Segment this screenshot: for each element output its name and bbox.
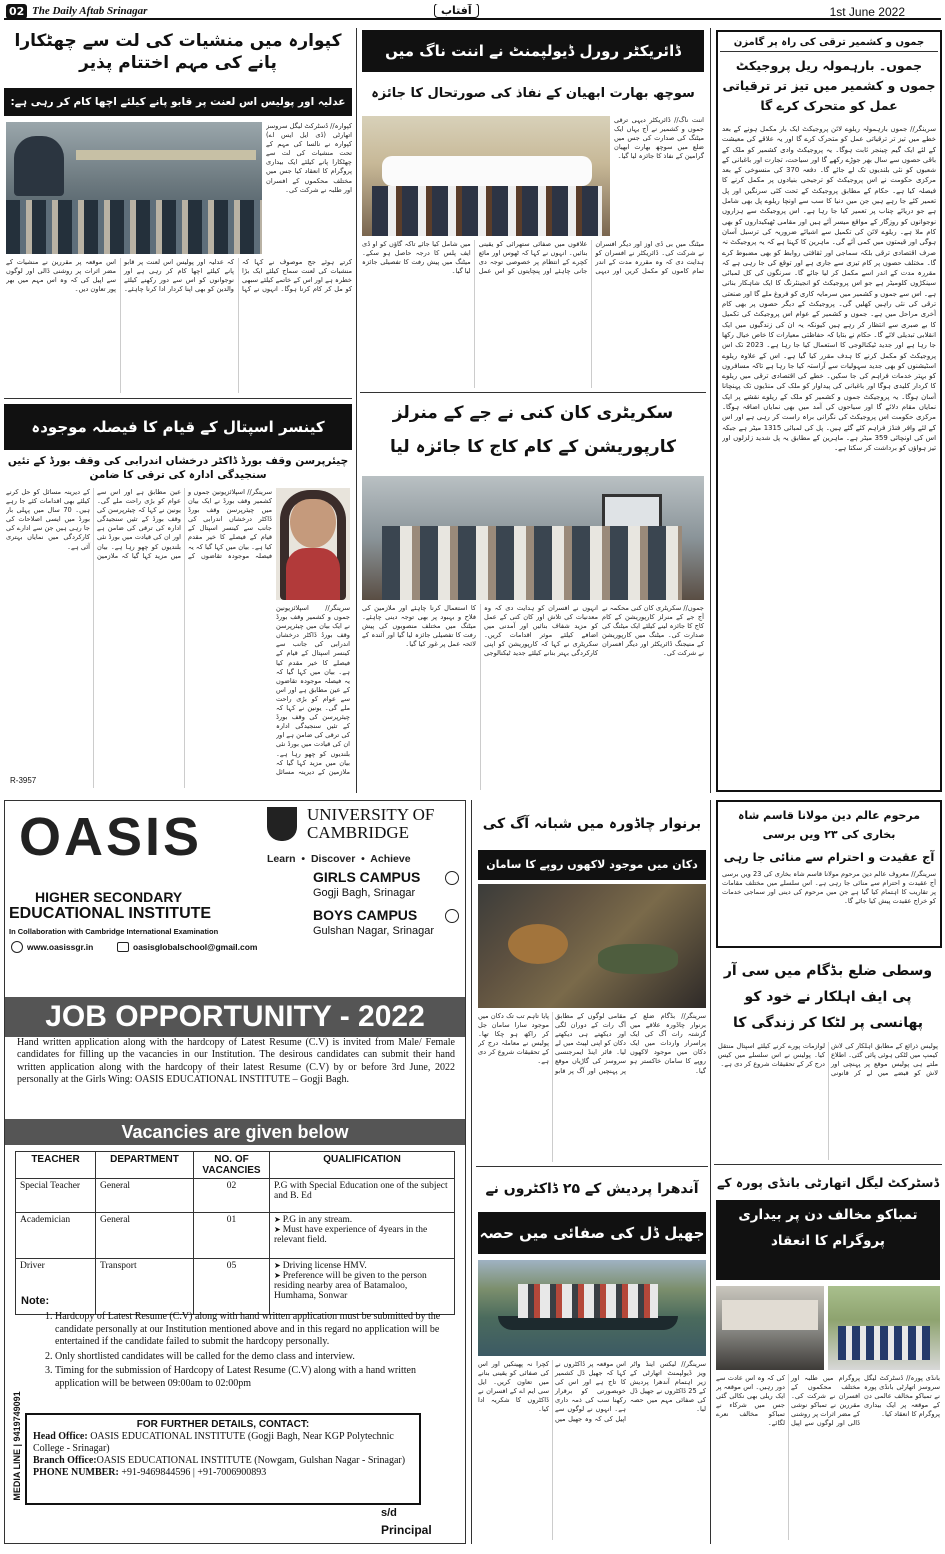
job-banner: JOB OPPORTUNITY - 2022	[5, 997, 465, 1037]
table-row: Academician General 01 ➤ P.G in any stream. ➤ Must have experience of 4years in the relevant field.	[16, 1213, 455, 1259]
job-intro: Hand written application along with the hardcopy of Latest Resume (C.V) is invited from Male/ Female candidates for filling up the vacancies in our Institution. The desirous candidates can submit their hand written application along with the hardcopy of their latest Resume (C.V) by or before 3rd June, 2022 personally at the Girls Wing: OASIS EDUCATIONAL INSTITUTE – Gogji Bagh.	[17, 1037, 455, 1086]
table-row: Special Teacher General 02 P.G with Special Education one of the subject and B. Ed	[16, 1179, 455, 1213]
oasis-email: oasisglobalschool@gmail.com	[133, 942, 258, 952]
anniversary-subheadline: آج عقیدت و احترام سے منائی جا رہی	[723, 850, 935, 864]
cambridge-name: CAMBRIDGE	[307, 823, 410, 842]
waqf-body-extra: سرینگر// اسپلائزیونین جموں و کشمیر وقف بورڈ نے ایک بیان میں چیئرپرسن وقف بورڈ ڈاکٹر درخشاں اندرابی کی جانب سے کینسر اسپتال کے قیام کے فیصلے کا خیر مقدم کیا ہے۔ بیان میں کہا گیا کہ یہ فیصلہ موجودہ تقاضوں کے عین مطابق ہے اور اس سے عوام کو بڑی راحت ملے گی۔ یونین نے کہا کہ چیئرپرسن کی وقف بورڈ کے تئیں سنجیدگی ادارہ کی ترقی کی ضامن ہے اور ان کی قیادت میں بورڈ نئی بلندیوں کو چھو رہا ہے۔ بیان میں مزید کہا گیا کہ ملازمین کے دیرینہ مسائل	[276, 604, 350, 776]
anniversary-headline: مرحوم عالم دین مولانا قاسم شاہ بخاری کی ۲۳ ویں برسی	[737, 809, 921, 841]
page-number: 02	[6, 4, 27, 19]
fire-body: مقامی لوگوں کے مطابق آگ رات کے دوران لگی اور دیکھتے ہی دیکھتے دکان کو اپنی لپیٹ میں لے لیا۔ فائر اینڈ ایمرجنسی سروسز کی گاڑیاں موقع پر پہنچیں اور آگ پر قابو پایا تاہم تب تک دکان میں موجود سارا سامان جل کر راکھ ہو چکا تھا۔ پولیس نے معاملہ درج کر کے تحقیقات شروع کر دی ہے۔	[478, 1012, 626, 1075]
paper-name: The Daily Aftab Srinagar	[32, 5, 148, 17]
kupwara-headline: کپوارہ میں منشیات کی لت سے چھٹکارا پانے کی مہم اختتام پذیر	[14, 31, 342, 73]
bandipora-body: پروگرام میں طلبہ اور مختلف محکموں کے افسران نے شرکت کی۔ مقررین نے تمباکو نوشی کے مضر اثرات پر روشنی ڈالی اور لوگوں سے اپیل کی کہ وہ اس عادت سے دور رہیں۔ اس موقعہ پر ایک ریلی بھی نکالی گئی جس میں شرکاء نے تمباکو مخالف نعرے لگائے۔	[716, 1374, 860, 1428]
contact-box: FOR FURTHER DETAILS, CONTACT: Head Office: OASIS EDUCATIONAL INSTITUTE (Gogji Bagh, Near KGP Polytechnic College - Srinagar) Branch Office:OASIS EDUCATIONAL INSTITUTE (Nowgam, Gulshan Nagar - Srinagar) PHONE NUMBER: +91-9469844596 | +91-7006900893	[25, 1413, 421, 1505]
fire-body-a: سرینگر// بڈگام ضلع کے برنوار چاڈورہ علاقے میں گزشتہ رات آگ کی ایک پراسرار واردات میں ایک دکان میں موجود لاکھوں روپے کا سامان خاکستر ہو گیا۔	[630, 1012, 706, 1075]
anantnag-photo	[362, 116, 610, 236]
cambridge-univ: UNIVERSITY OF	[307, 805, 435, 824]
girls-location: Gogji Bagh, Srinagar	[313, 887, 416, 899]
sd-label: s/d	[381, 1507, 397, 1519]
mining-body: انہوں نے افسران کو ہدایت دی کہ وہ معدنیات کی تلاش اور کان کنی کے عمل کو مزید شفاف بنائیں اور آمدنی میں اضافے کیلئے موثر اقدامات کریں۔ سکریٹری نے کہا کہ کارپوریشن کو اپنی کارکردگی بہتر بنانے کیلئے جدید ٹیکنالوجی کا استعمال کرنا چاہئے اور ملازمین کی فلاح و بہبود پر بھی توجہ دینی چاہئے۔ میٹنگ میں مختلف منصوبوں کی پیش رفت کا تفصیلی جائزہ لیا گیا اور آئندہ کے لائحہ عمل پر غور کیا گیا۔	[362, 604, 598, 658]
bandipora-headline: ڈسٹرکٹ لیگل اتھارٹی بانڈی پورہ کے	[716, 1175, 940, 1190]
fire-subheadline: دکان میں موجود لاکھوں روپے کا سامان	[478, 850, 706, 880]
principal-label: Principal	[381, 1523, 432, 1537]
ad-ref: R-3957	[10, 776, 37, 785]
note-label: Note:	[21, 1295, 50, 1307]
rail-body: سرینگر// جموں بارہمولہ ریلوے لائن پروجیکٹ ایک بار مکمل ہونے کے بعد خطے میں تیز تر ترقیاتی عمل کو متحرک کرے گا اور یہ علاقے کی معیشت کے لئے ایک گیم چینجر ثابت ہوگا۔ یہ پروجیکٹ وادی کشمیر کو ملک کے باقی حصوں سے سال بھر جوڑے رکھے گا اور سیاحت، تجارت اور باغبانی کے شعبوں کو نئی بلندیوں تک لے جائے گا۔ دفعہ 370 کی منسوخی کے بعد مرکزی حکومت نے اس پروجیکٹ کو ترجیحی بنیادوں پر مکمل کرنے کا فیصلہ کیا ہے۔ حکام کے مطابق پروجیکٹ کے تحت کئی سرنگیں اور پل تعمیر کئے جا رہے ہیں جن میں دنیا کا سب سے اونچا ریلوے پل بھی شامل ہے جو دریائے چناب پر تعمیر کیا جا رہا ہے۔ اس پروجیکٹ سے ہزاروں نوجوانوں کو روزگار کے مواقع میسر آئے ہیں اور مقامی ٹھیکیداروں کو بھی کام ملا ہے۔ ریلوے لائن کی تکمیل سے اشیائے ضروریہ کی ترسیل آسان ہوگی اور قیمتوں میں کمی آئے گی۔ ماہرین کا کہنا ہے کہ یہ پروجیکٹ نہ صرف اقتصادی ترقی بلکہ سماجی اور ثقافتی روابط کو بھی مضبوط کرے گا۔ مختلف حصوں پر کام تیزی سے جاری ہے اور توقع کی جا رہی ہے کہ مقررہ مدت کے اندر اسے مکمل کر لیا جائے گا۔ سرنگوں کی کل لمبائی سینکڑوں کلومیٹر ہے جو اس پروجیکٹ کو انجینئرنگ کا ایک شاہکار بناتی ہے۔ اس سے جموں و کشمیر میں سرمایہ کاری کو فروغ ملے گا اور صنعتی ترقی کی نئی راہیں کھلیں گی۔ پروجیکٹ کے دیگر حصوں پر بھی کام آخری مراحل میں ہے۔ جموں و کشمیر کے عوام اس پروجیکٹ کی تکمیل کا بے صبری سے انتظار کر رہے ہیں کیونکہ یہ ان کی زندگیوں میں ایک انقلابی تبدیلی لائے گا۔ حکام نے بتایا کہ حفاظتی معیارات کا خاص خیال رکھا جا رہا ہے اور جدید ٹیکنالوجی کا استعمال کیا جا رہا ہے۔ 2023 تک اس پروجیکٹ کو مکمل کرنے کا ہدف مقرر کیا گیا ہے۔ اس کے علاوہ ریلوے اسٹیشنوں کو بھی جدید سہولیات سے آراستہ کیا جا رہا ہے تاکہ مسافروں کو بہتر خدمات فراہم کی جا سکیں۔ خطے کی اقتصادی ترقی میں ریلوے کا کردار کلیدی ہوگا اور باغبانی کی پیداوار کو ملک کی منڈیوں تک پہنچانا آسان ہوگا۔ یہ پروجیکٹ جموں و کشمیر کو ملک کے ریلوے نقشے پر ایک نمایاں مقام دلائے گا اور سیاحوں کی آمد میں بھی نمایاں اضافہ ہوگا۔ مرکزی حکومت اس پروجیکٹ کی نگرانی براہ راست کر رہی ہے اور اس کے لئے وافر فنڈز فراہم کئے گئے ہیں۔ پل کی لمبائی 1315 میٹر ہے جبکہ اس کی اونچائی 359 میٹر ہے۔ ماہرین کے مطابق یہ پل شدید زلزلوں اور تیز ہواؤں کو برداشت کر سکتا ہے۔	[722, 125, 936, 453]
vacancies-table	[15, 1151, 455, 1315]
bandipora-photo-1	[716, 1286, 824, 1370]
girls-icon	[445, 871, 459, 885]
oasis-inst-2: EDUCATIONAL INSTITUTE	[9, 905, 212, 922]
doctors-subheadline: جھیل ڈل کی صفائی میں حصہ	[478, 1212, 706, 1254]
col-teacher: TEACHER	[16, 1152, 96, 1179]
masthead-bar	[4, 4, 941, 20]
mining-photo	[362, 476, 704, 600]
boys-campus: BOYS CAMPUS	[313, 907, 418, 923]
rail-kicker: جموں و کشمیر ترقی کی راہ پر گامزن	[720, 34, 938, 52]
bandipora-body-a: بانڈی پورہ// ڈسٹرکٹ لیگل سروسز اتھارٹی بانڈی پورہ نے تمباکو مخالف عالمی دن کے موقعہ پر ایک بیداری پروگرام کا انعقاد کیا۔	[864, 1374, 940, 1419]
doctors-headline: آندھرا پردیش کے ۲۵ ڈاکٹروں نے	[485, 1181, 699, 1197]
boys-icon	[445, 909, 459, 923]
dal-lake-photo	[478, 1260, 706, 1356]
oasis-ad	[4, 800, 466, 1544]
chairperson-photo	[276, 488, 350, 600]
mining-headline: سکریٹری کان کنی نے جے کے منرلز کارپوریشن کے کام کاج کا جائزہ لیا	[389, 403, 676, 457]
kupwara-subheadline: عدلیہ اور پولیس اس لعنت پر قابو پانے کیلئے اچھا کام کر رہی ہے:	[4, 88, 352, 116]
doctors-body: اس موقعہ پر ڈاکٹروں نے کہا کہ جھیل ڈل کشمیر کا تاج ہے اور اس کی خوبصورتی کو برقرار رکھنا سب کی ذمہ داری ہے۔ انہوں نے لوگوں سے اپیل کی کہ وہ جھیل میں کچرا نہ پھینکیں اور اس کی صفائی کو یقینی بنانے میں تعاون کریں۔ ایل سی ایم اے کے افسران نے ڈاکٹروں کا شکریہ ادا کیا۔	[478, 1360, 626, 1423]
waqf-body: سرینگر// اسپلائزیونین جموں و کشمیر وقف بورڈ نے ایک بیان میں چیئرپرسن وقف بورڈ ڈاکٹر درخشاں اندرابی کی جانب سے کینسر اسپتال کے قیام کے فیصلے کا خیر مقدم کیا ہے۔ بیان میں کہا گیا کہ یہ فیصلہ موجودہ تقاضوں کے عین مطابق ہے اور اس سے عوام کو بڑی راحت ملے گی۔ یونین نے کہا کہ چیئرپرسن کی وقف بورڈ کے تئیں سنجیدگی ادارہ کی ترقی کی ضامن ہے اور ان کی قیادت میں بورڈ نئی بلندیوں کو چھو رہا ہے۔ بیان میں مزید کہا گیا کہ ملازمین کے دیرینہ مسائل کو حل کرنے کیلئے بھی اقدامات کئے جا رہے ہیں۔ 70 سال میں پہلی بار بورڈ میں ایسی اصلاحات کی جا رہی ہیں جن سے ادارے کی کارکردگی میں نمایاں بہتری آئی ہے۔	[6, 488, 272, 560]
bandipora-photo-2	[828, 1286, 940, 1370]
anantnag-body-right: اننت ناگ// ڈائریکٹر دیہی ترقی جموں و کشمیر نے آج یہاں ایک میٹنگ کی صدارت کی جس میں ضلع میں سوچھ بھارت ابھیان گرامین کے نفاذ کا جائزہ لیا گیا۔	[614, 116, 704, 161]
anantnag-headline: ڈائریکٹر رورل ڈیولپمنٹ نے اننت ناگ میں	[362, 30, 704, 72]
issue-date: 1st June 2022	[829, 5, 905, 19]
bandipora-subheadline: تمباکو مخالف دن پر بیداری پروگرام کا انعقاد	[716, 1200, 940, 1280]
vacancies-banner: Vacancies are given below	[5, 1119, 465, 1145]
tagline: Learn • Discover • Achieve	[267, 853, 411, 865]
oasis-collab: In Collaboration with Cambridge International Examination	[9, 927, 219, 936]
mail-icon	[117, 942, 129, 952]
oasis-inst-1: HIGHER SECONDARY	[35, 889, 183, 905]
doctors-body-a: سرینگر// لیکس اینڈ واٹر ویز ڈیولپمنٹ اتھارٹی کے زیر اہتمام آندھرا پردیش کے 25 ڈاکٹروں نے جھیل ڈل کی صفائی مہم میں حصہ لیا۔	[630, 1360, 706, 1414]
crpf-body: پولیس ذرائع کے مطابق اہلکار کی لاش کیمپ میں لٹکی ہوئی پائی گئی۔ اطلاع ملتے ہی پولیس موقع پر پہنچی اور لاش کو قبضے میں لے کر قانونی لوازمات پورے کرنے کیلئے اسپتال منتقل کیا۔ پولیس نے اس سلسلے میں کیس درج کر کے تحقیقات شروع کر دی ہے۔	[718, 1042, 938, 1078]
boys-location: Gulshan Nagar, Srinagar	[313, 925, 435, 937]
col-qualification: QUALIFICATION	[270, 1152, 455, 1179]
cambridge-crest	[267, 807, 297, 841]
web-icon	[11, 941, 23, 953]
media-line: MEDIA LINE | 9419749091	[12, 1391, 22, 1501]
rail-headline: جموں۔ بارہمولہ ریل پروجیکٹ جموں و کشمیر میں تیز تر ترقیاتی عمل کو متحرک کرے گا	[722, 58, 936, 113]
oasis-logo: OASIS	[19, 807, 203, 867]
notes-list: 1. Hardcopy of Latest Resume (C.V) along with hand written application must be submitted by the candidate personally at our Institution mentioned above and in this regard no application will be entertained if the candidate failed to submit the hardcopy personally. 2. Only shortlisted candidates will be called for the demo class and interview. 3. Timing for the submission of Hardcopy of Latest Resume (C.V) along with a hand written application will be between 09:00am to 02:00pm	[41, 1311, 457, 1390]
mining-body-a: جموں// سکریٹری کان کنی محکمہ نے آج جے کے منرلز کارپوریشن کے کام کاج کا جائزہ لینے کیلئے ایک میٹنگ کی صدارت کی۔ میٹنگ میں کارپوریشن کے منیجنگ ڈائریکٹر اور دیگر افسران نے شرکت کی۔	[602, 604, 704, 658]
anantnag-subheadline: سوچھ بھارت ابھیان کے نفاذ کی صورتحال کا جائزہ	[371, 86, 695, 101]
col-vacancies: NO. OF VACANCIES	[194, 1152, 270, 1179]
anniversary-body: سرینگر// معروف عالم دین مرحوم مولانا قاسم شاہ بخاری کی 23 ویں برسی آج عقیدت و احترام سے منائی جا رہی ہے۔ اس سلسلے میں مختلف مقامات پر تقاریب کا اہتمام کیا گیا ہے جن میں مرحوم کی دینی اور سماجی خدمات کو خراج عقیدت پیش کیا جائے گا۔	[722, 870, 936, 906]
contact-title: FOR FURTHER DETAILS, CONTACT:	[136, 1419, 310, 1430]
masthead-logo: آفتاب	[434, 4, 479, 18]
crpf-headline: وسطی ضلع بڈگام میں سی آر پی ایف اہلکار نے خود کو پھانسی پر لٹکا کر زندگی کا	[723, 963, 933, 1031]
waqf-subheadline: چیئرپرسن وقف بورڈ ڈاکٹر درخشاں اندرابی کی وقف بورڈ کے تئیں سنجیدگی ادارہ کی ترقی کا ضامن	[7, 455, 349, 481]
anantnag-body: میٹنگ میں بی ڈی اوز اور دیگر افسران نے شرکت کی۔ ڈائریکٹر نے افسران کو ہدایت دی کہ وہ مقررہ مدت کے اندر تمام کاموں کو مکمل کریں اور دیہی علاقوں میں صفائی ستھرائی کو یقینی بنائیں۔ انہوں نے کہا کہ ٹھوس اور مائع کچرے کے انتظام پر خصوصی توجہ دی جانی چاہئے اور پنچایتوں کو اس عمل میں شامل کیا جائے تاکہ گاؤں کو او ڈی ایف پلس کا درجہ حاصل ہو سکے۔ میٹنگ میں پیش رفت کا تفصیلی جائزہ لیا گیا۔	[362, 240, 704, 276]
fire-photo	[478, 884, 706, 1008]
fire-headline: برنوار چاڈورہ میں شبانہ آگ کی	[482, 816, 702, 832]
table-row: Driver Transport 05 ➤ Driving license HMV. ➤ Preference will be given to the person residing nearby area of Batamaloo, Humhama, Sonwar	[16, 1259, 455, 1315]
kupwara-body-right: کپوارہ// ڈسٹرکٹ لیگل سروسز اتھارٹی (ڈی ایل ایس اے) کپوارہ نے نالسا کی مہم کے تحت منشیات کی لت سے چھٹکارا پانے کیلئے ایک بیداری پروگرام کا انعقاد کیا جس میں مختلف محکموں کے افسران اور طلبہ نے شرکت کی۔	[266, 122, 352, 194]
oasis-web: www.oasissgr.in	[27, 942, 94, 952]
girls-campus: GIRLS CAMPUS	[313, 869, 421, 885]
kupwara-photo	[6, 122, 262, 254]
col-department: DEPARTMENT	[96, 1152, 194, 1179]
waqf-headline: کینسر اسپتال کے قیام کا فیصلہ موجودہ	[4, 404, 352, 450]
kupwara-body: کرتے ہوئے جج موصوف نے کہا کہ منشیات کی لعنت سماج کیلئے ایک بڑا خطرہ ہے اور اس کے خاتمے کیلئے سبھی کو مل کر کام کرنا ہوگا۔ انہوں نے کہا کہ عدلیہ اور پولیس اس لعنت پر قابو پانے کیلئے اچھا کام کر رہی ہے اور نوجوانوں کو اس سے دور رکھنے کیلئے والدین کو بھی اپنا کردار ادا کرنا چاہئے۔ اس موقعہ پر مقررین نے منشیات کے مضر اثرات پر روشنی ڈالی اور لوگوں سے اپیل کی کہ وہ اس مہم میں بھر پور تعاون دیں۔	[6, 258, 352, 294]
